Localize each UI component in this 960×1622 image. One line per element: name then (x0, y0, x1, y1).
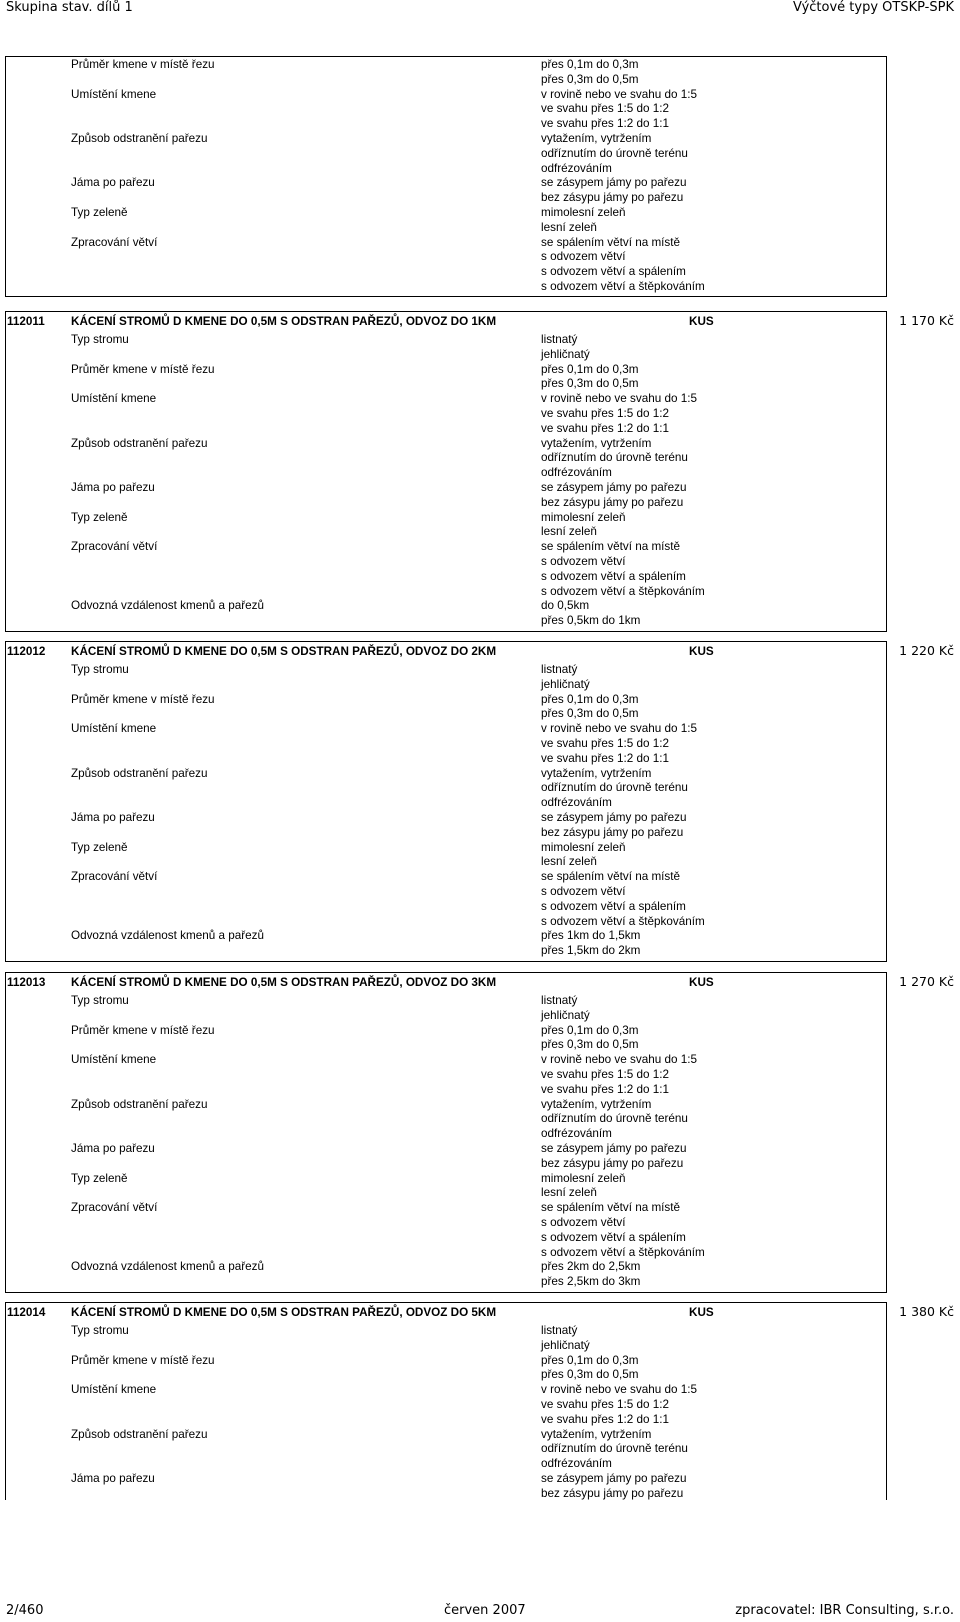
attribute-value: jehličnatý (541, 1338, 590, 1352)
attribute-value: mimolesní zeleň (541, 840, 626, 854)
attribute-value: se spálením větví na místě (541, 540, 681, 554)
attribute-label: Typ stromu (71, 994, 129, 1007)
attribute-value: ve svahu přes 1:2 do 1:1 (541, 1082, 669, 1096)
attribute-value: mimolesní zeleň (541, 510, 626, 524)
footer-author: zpracovatel: IBR Consulting, s.r.o. (735, 1603, 954, 1618)
attribute-value: odfrézováním (541, 796, 612, 810)
attribute-value: s odvozem větví a spálením (541, 265, 686, 279)
attribute-label: Jáma po pařezu (71, 1142, 155, 1155)
item-block (5, 972, 887, 1293)
attribute-value: jehličnatý (541, 1008, 590, 1022)
attribute-value: vytažením, vytržením (541, 766, 652, 780)
attribute-value: přes 1,5km do 2km (541, 944, 641, 958)
item-code: 112014 (7, 1306, 46, 1319)
attribute-value: listnatý (541, 994, 578, 1007)
attribute-value: odfrézováním (541, 1127, 612, 1141)
item-block (5, 1302, 887, 1500)
item-title: KÁCENÍ STROMŮ D KMENE DO 0,5M S ODSTRAN PAŘEZŮ, ODVOZ DO 3KM (71, 976, 497, 989)
attribute-value: přes 0,3m do 0,5m (541, 72, 639, 86)
page-header-right: Výčtové typy OTSKP-SPK (793, 0, 954, 15)
attribute-value: se spálením větví na místě (541, 1201, 681, 1215)
item-code: 112013 (7, 976, 46, 989)
attribute-value: přes 0,3m do 0,5m (541, 377, 639, 391)
item-title: KÁCENÍ STROMŮ D KMENE DO 0,5M S ODSTRAN PAŘEZŮ, ODVOZ DO 1KM (71, 315, 497, 328)
attribute-label: Zpracování větví (71, 1201, 158, 1215)
attribute-value: se spálením větví na místě (541, 870, 681, 884)
attribute-label: Průměr kmene v místě řezu (71, 1353, 215, 1367)
attribute-label: Typ stromu (71, 333, 129, 346)
attribute-value: odfrézováním (541, 1457, 612, 1471)
item-unit: KUS (689, 1306, 714, 1319)
attribute-value: odříznutím do úrovně terénu (541, 451, 688, 465)
attribute-value: ve svahu přes 1:5 do 1:2 (541, 1398, 669, 1411)
attribute-label: Odvozná vzdálenost kmenů a pařezů (71, 599, 264, 613)
attribute-value: listnatý (541, 1324, 578, 1337)
attribute-label: Jáma po pařezu (71, 176, 155, 190)
attribute-label: Způsob odstranění pařezu (71, 436, 208, 450)
attribute-value: odfrézováním (541, 161, 612, 175)
attribute-value: bez zásypu jámy po pařezu (541, 1156, 684, 1170)
attribute-value: se zásypem jámy po pařezu (541, 811, 687, 824)
attribute-value: ve svahu přes 1:2 do 1:1 (541, 1412, 669, 1426)
attribute-value: lesní zeleň (541, 1186, 597, 1200)
attribute-value: listnatý (541, 663, 578, 676)
attribute-value: s odvozem větví (541, 250, 626, 264)
attribute-value: přes 0,3m do 0,5m (541, 1038, 639, 1052)
attribute-value: se zásypem jámy po pařezu (541, 176, 687, 190)
attribute-label: Způsob odstranění pařezu (71, 132, 208, 145)
attribute-value: ve svahu přes 1:2 do 1:1 (541, 117, 669, 131)
attribute-value: s odvozem větví (541, 555, 626, 568)
attribute-value: s odvozem větví a štěpkováním (541, 584, 705, 598)
attribute-value: přes 2km do 2,5km (541, 1260, 641, 1274)
attribute-value: s odvozem větví (541, 1216, 626, 1229)
attribute-value: bez zásypu jámy po pařezu (541, 191, 684, 205)
attribute-value: přes 0,1m do 0,3m (541, 58, 639, 71)
attribute-label: Průměr kmene v místě řezu (71, 362, 215, 376)
attribute-value: ve svahu přes 1:2 do 1:1 (541, 421, 669, 435)
item-code: 112012 (7, 645, 46, 658)
attribute-value: lesní zeleň (541, 855, 597, 869)
attribute-label: Typ zeleně (71, 840, 128, 854)
attribute-value: s odvozem větví a spálením (541, 899, 686, 913)
attribute-value: s odvozem větví a štěpkováním (541, 280, 705, 293)
attribute-label: Zpracování větví (71, 540, 158, 554)
item-block (5, 311, 887, 632)
attribute-value: s odvozem větví a spálením (541, 569, 686, 583)
attribute-value: mimolesní zeleň (541, 1171, 626, 1185)
attribute-value: odříznutím do úrovně terénu (541, 1112, 688, 1126)
attribute-value: bez zásypu jámy po pařezu (541, 825, 684, 839)
attribute-value: se zásypem jámy po pařezu (541, 1142, 687, 1155)
attribute-value: ve svahu přes 1:2 do 1:1 (541, 751, 669, 765)
attribute-value: v rovině nebo ve svahu do 1:5 (541, 87, 697, 101)
attribute-value: přes 0,5km do 1km (541, 614, 641, 628)
attribute-label: Typ zeleně (71, 1171, 128, 1185)
attribute-value: mimolesní zeleň (541, 206, 626, 219)
attribute-label: Umístění kmene (71, 1383, 157, 1397)
attribute-value: v rovině nebo ve svahu do 1:5 (541, 1053, 697, 1067)
attribute-value: přes 1km do 1,5km (541, 929, 641, 943)
attribute-label: Umístění kmene (71, 1053, 157, 1067)
attribute-label: Typ zeleně (71, 206, 128, 219)
item-block (5, 641, 887, 962)
attribute-value: jehličnatý (541, 677, 590, 691)
attribute-label: Umístění kmene (71, 392, 157, 406)
attribute-value: listnatý (541, 333, 578, 346)
continuation-block (5, 56, 887, 297)
attribute-label: Umístění kmene (71, 722, 157, 736)
attribute-label: Typ zeleně (71, 510, 128, 524)
item-price: 1 270 Kč (899, 974, 954, 989)
attribute-label: Zpracování větví (71, 870, 158, 884)
attribute-label: Typ stromu (71, 663, 129, 676)
attribute-value: přes 0,1m do 0,3m (541, 692, 639, 706)
attribute-value: přes 2,5km do 3km (541, 1275, 641, 1289)
attribute-value: v rovině nebo ve svahu do 1:5 (541, 1383, 697, 1397)
attribute-value: vytažením, vytržením (541, 1427, 652, 1441)
attribute-value: přes 0,1m do 0,3m (541, 362, 639, 376)
item-price: 1 220 Kč (899, 643, 954, 658)
attribute-value: ve svahu přes 1:5 do 1:2 (541, 407, 669, 420)
attribute-value: odříznutím do úrovně terénu (541, 146, 688, 160)
attribute-value: s odvozem větví (541, 885, 626, 898)
attribute-value: vytažením, vytržením (541, 132, 652, 145)
attribute-label: Umístění kmene (71, 87, 157, 101)
attribute-label: Typ stromu (71, 1324, 129, 1337)
attribute-label: Způsob odstranění pařezu (71, 766, 208, 780)
item-unit: KUS (689, 645, 714, 658)
attribute-value: přes 0,3m do 0,5m (541, 707, 639, 721)
attribute-value: se spálením větví na místě (541, 235, 681, 249)
attribute-label: Jáma po pařezu (71, 1472, 155, 1485)
attribute-value: ve svahu přes 1:5 do 1:2 (541, 1068, 669, 1081)
attribute-label: Průměr kmene v místě řezu (71, 58, 215, 71)
attribute-value: v rovině nebo ve svahu do 1:5 (541, 392, 697, 406)
attribute-label: Jáma po pařezu (71, 481, 155, 494)
attribute-value: v rovině nebo ve svahu do 1:5 (541, 722, 697, 736)
item-code: 112011 (7, 315, 45, 328)
item-price: 1 380 Kč (899, 1304, 954, 1319)
item-unit: KUS (689, 976, 714, 989)
attribute-value: odfrézováním (541, 466, 612, 480)
attribute-label: Průměr kmene v místě řezu (71, 1023, 215, 1037)
attribute-label: Průměr kmene v místě řezu (71, 692, 215, 706)
attribute-label: Jáma po pařezu (71, 811, 155, 824)
attribute-value: vytažením, vytržením (541, 1097, 652, 1111)
attribute-label: Zpracování větví (71, 235, 158, 249)
page-header-left: Skupina stav. dílů 1 (6, 0, 133, 15)
item-price: 1 170 Kč (899, 313, 954, 328)
attribute-label: Způsob odstranění pařezu (71, 1427, 208, 1441)
attribute-label: Odvozná vzdálenost kmenů a pařezů (71, 1260, 264, 1274)
item-title: KÁCENÍ STROMŮ D KMENE DO 0,5M S ODSTRAN PAŘEZŮ, ODVOZ DO 2KM (71, 645, 497, 658)
attribute-value: odříznutím do úrovně terénu (541, 1442, 688, 1456)
attribute-value: s odvozem větví a štěpkováním (541, 1245, 705, 1259)
attribute-label: Způsob odstranění pařezu (71, 1097, 208, 1111)
attribute-value: jehličnatý (541, 347, 590, 361)
attribute-value: ve svahu přes 1:5 do 1:2 (541, 737, 669, 750)
attribute-value: do 0,5km (541, 599, 590, 613)
attribute-value: ve svahu přes 1:5 do 1:2 (541, 102, 669, 116)
attribute-label: Odvozná vzdálenost kmenů a pařezů (71, 929, 264, 943)
attribute-value: bez zásypu jámy po pařezu (541, 495, 684, 509)
attribute-value: přes 0,1m do 0,3m (541, 1023, 639, 1037)
item-title: KÁCENÍ STROMŮ D KMENE DO 0,5M S ODSTRAN PAŘEZŮ, ODVOZ DO 5KM (71, 1306, 497, 1319)
item-unit: KUS (689, 315, 714, 328)
attribute-value: lesní zeleň (541, 220, 597, 234)
footer-date: červen 2007 (444, 1603, 526, 1618)
attribute-value: přes 0,1m do 0,3m (541, 1353, 639, 1367)
attribute-value: s odvozem větví a spálením (541, 1230, 686, 1244)
attribute-value: lesní zeleň (541, 525, 597, 539)
attribute-value: s odvozem větví a štěpkováním (541, 914, 705, 928)
attribute-value: bez zásypu jámy po pařezu (541, 1486, 684, 1500)
attribute-value: přes 0,3m do 0,5m (541, 1368, 639, 1382)
attribute-value: se zásypem jámy po pařezu (541, 1472, 687, 1485)
attribute-value: odříznutím do úrovně terénu (541, 781, 688, 795)
attribute-value: vytažením, vytržením (541, 436, 652, 450)
page-number: 2/460 (6, 1603, 44, 1618)
attribute-value: se zásypem jámy po pařezu (541, 481, 687, 494)
